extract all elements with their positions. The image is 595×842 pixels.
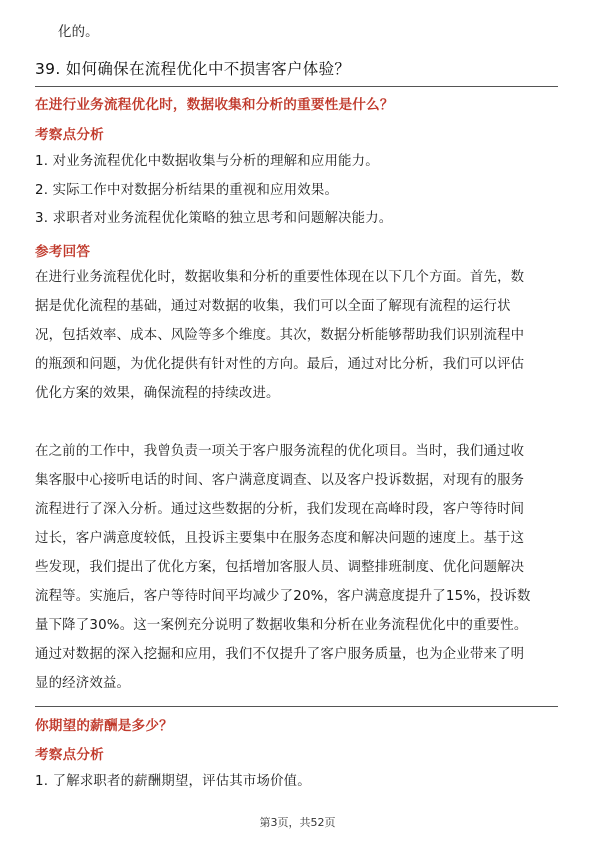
question-40-heading: 在进行业务流程优化时，数据收集和分析的重要性是什么？ — [35, 97, 394, 113]
example-paragraph-line: 过长，客户满意度较低，且投诉主要集中在服务态度和解决问题的速度上。基于这 — [35, 531, 525, 546]
example-paragraph-line: 流程进行了深入分析。通过这些数据的分析，我们发现在高峰时段，客户等待时间 — [35, 502, 525, 517]
answer-heading: 参考回答 — [35, 244, 91, 260]
example-paragraph-line: 显的经济效益。 — [35, 676, 131, 691]
question-39-title: 39. 如何确保在流程优化中不损害客户体验？ — [35, 60, 351, 78]
analysis-item: 3. 求职者对业务流程优化策略的独立思考和问题解决能力。 — [35, 211, 393, 226]
answer-paragraph-line: 的瓶颈和问题，为优化提供有针对性的方向。最后，通过对比分析，我们可以评估 — [35, 357, 525, 372]
example-paragraph-line: 集客服中心接听电话的时间、客户满意度调查、以及客户投诉数据，对现有的服务 — [35, 473, 525, 488]
section-divider — [35, 86, 558, 87]
answer-paragraph-line: 据是优化流程的基础，通过对数据的收集，我们可以全面了解现有流程的运行状 — [35, 299, 511, 314]
answer-paragraph-line: 在进行业务流程优化时，数据收集和分析的重要性体现在以下几个方面。首先，数 — [35, 270, 525, 285]
page-number-footer: 第3页，共52页 — [259, 816, 336, 829]
continuation-text: 化的。 — [58, 25, 99, 40]
example-paragraph-line: 通过对数据的深入挖掘和应用，我们不仅提升了客户服务质量，也为企业带来了明 — [35, 647, 525, 662]
question-41-heading: 你期望的薪酬是多少？ — [35, 718, 173, 734]
answer-paragraph-line: 况，包括效率、成本、风险等多个维度。其次，数据分析能够帮助我们识别流程中 — [35, 328, 525, 343]
example-paragraph-line: 在之前的工作中，我曾负责一项关于客户服务流程的优化项目。当时，我们通过收 — [35, 444, 525, 459]
answer-paragraph-line: 优化方案的效果，确保流程的持续改进。 — [35, 386, 280, 401]
analysis-heading: 考察点分析 — [35, 127, 104, 143]
section-divider — [35, 706, 558, 707]
analysis-item: 2. 实际工作中对数据分析结果的重视和应用效果。 — [35, 183, 339, 198]
analysis-heading: 考察点分析 — [35, 747, 104, 763]
example-paragraph-line: 些发现，我们提出了优化方案，包括增加客服人员、调整排班制度、优化问题解决 — [35, 560, 525, 575]
analysis-item: 1. 了解求职者的薪酬期望，评估其市场价值。 — [35, 774, 311, 789]
example-paragraph-line: 量下降了30%。这一案例充分说明了数据收集和分析在业务流程优化中的重要性。 — [35, 618, 528, 633]
analysis-item: 1. 对业务流程优化中数据收集与分析的理解和应用能力。 — [35, 154, 379, 169]
example-paragraph-line: 流程等。实施后，客户等待时间平均减少了20%，客户满意度提升了15%，投诉数 — [35, 589, 531, 604]
